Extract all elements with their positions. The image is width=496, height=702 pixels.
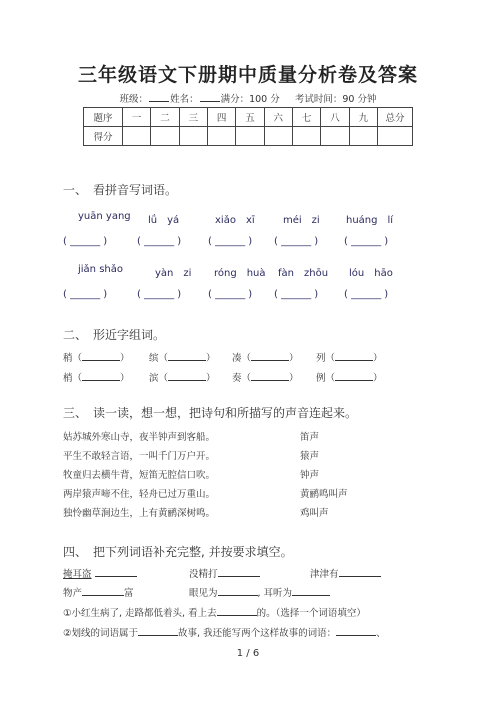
char-pair-item: 梢（ ） (63, 373, 130, 384)
score-header-cell: 题序 (84, 108, 123, 127)
answer-box[interactable]: ( ______ ) (63, 236, 108, 247)
answer-blank[interactable] (339, 567, 381, 577)
sound-option[interactable]: 钟声 (300, 470, 320, 481)
char-pair-item: 列（ ） (316, 353, 383, 364)
poem-line[interactable]: 姑苏城外寒山寺，夜半钟声到客船。 (63, 432, 216, 443)
poem-line[interactable]: 平生不敢轻言语，一叫千门万户开。 (63, 451, 216, 462)
page-title: 三年级语文下册期中质量分析卷及答案 (77, 64, 418, 86)
score-header-cell: 七 (292, 108, 320, 127)
pinyin-1-1: yuān yang (78, 211, 131, 222)
char-pair-item: 缤（ ） (149, 353, 216, 364)
answer-box[interactable]: ( ______ ) (274, 289, 319, 300)
answer-box[interactable]: ( ______ ) (137, 236, 182, 247)
answer-box[interactable]: ( ______ ) (274, 236, 319, 247)
score-cell[interactable] (321, 127, 349, 146)
page-number: 1 / 6 (236, 648, 260, 659)
section-3-title: 三、 读一读，想一想，把诗句和所描写的声音连起来。 (63, 406, 358, 420)
score-table-header-row (84, 108, 413, 127)
char-pair-item: 稍（ ） (63, 353, 130, 364)
pinyin-2-1: jiǎn shǎo (78, 264, 123, 275)
pinyin-2-4: fàn zhōu (278, 268, 329, 279)
answer-box[interactable]: ( ______ ) (137, 289, 182, 300)
sound-option[interactable]: 猿声 (300, 451, 320, 462)
full-score: 满分：100 分 (220, 94, 280, 105)
answer-blank[interactable] (168, 351, 206, 361)
class-label: 班级： (119, 94, 149, 105)
sound-option[interactable]: 鸡叫声 (300, 508, 329, 519)
pinyin-1-3: xiǎo xī (215, 215, 255, 226)
answer-box[interactable]: ( ______ ) (344, 289, 389, 300)
name-blank (200, 92, 220, 102)
char-pair-item: 奏（ ） (232, 373, 299, 384)
answer-blank[interactable] (95, 567, 137, 577)
answer-blank[interactable] (251, 351, 289, 361)
section-2-title: 二、 形近字组词。 (63, 328, 166, 342)
score-cell[interactable] (207, 127, 235, 146)
score-cell[interactable] (179, 127, 207, 146)
pinyin-2-2: yàn zi (155, 268, 192, 279)
exam-time: 考试时间：90 分钟 (294, 94, 377, 105)
char-pair-item: 凑（ ） (232, 353, 299, 364)
score-cell[interactable] (292, 127, 320, 146)
score-header-cell: 四 (207, 108, 235, 127)
answer-blank[interactable] (82, 351, 120, 361)
pinyin-1-4: méi zi (283, 215, 320, 226)
score-table (83, 107, 413, 146)
poem-line[interactable]: 两岸猿声啼不住，轻舟已过万重山。 (63, 489, 216, 500)
score-header-cell: 五 (236, 108, 264, 127)
answer-blank[interactable] (82, 371, 120, 381)
answer-blank[interactable] (251, 371, 289, 381)
answer-box[interactable]: ( ______ ) (63, 289, 108, 300)
answer-blank[interactable] (168, 371, 206, 381)
score-header-cell: 八 (321, 108, 349, 127)
answer-blank[interactable] (218, 586, 258, 596)
answer-blank[interactable] (82, 586, 124, 596)
poem-line[interactable]: 牧童归去横牛背，短笛无腔信口吹。 (63, 470, 216, 481)
name-label: 姓名： (170, 94, 199, 105)
section-1-title: 一、 看拼音写词语。 (63, 183, 178, 197)
answer-box[interactable]: ( ______ ) (208, 289, 253, 300)
idiom-item: 没精打 (189, 566, 260, 580)
score-cell[interactable] (349, 127, 377, 146)
underlined-idiom: 掩耳盗 (63, 569, 92, 580)
answer-box[interactable]: ( ______ ) (344, 236, 389, 247)
answer-box[interactable]: ( ______ ) (208, 236, 253, 247)
score-header-cell: 二 (151, 108, 179, 127)
score-header-cell: 总分 (378, 108, 413, 127)
idiom-item: 眼见为 , 耳听为 (189, 585, 330, 599)
section-4-title: 四、 把下列词语补充完整, 并按要求填空。 (63, 545, 293, 559)
answer-blank[interactable] (335, 351, 373, 361)
score-cell[interactable] (236, 127, 264, 146)
idiom-item (63, 566, 137, 580)
score-row-label: 得分 (84, 127, 123, 146)
pinyin-2-5: lóu hāo (349, 268, 393, 279)
class-blank (149, 92, 169, 102)
sound-option[interactable]: 黄鹂鸣叫声 (300, 489, 348, 500)
sound-option[interactable]: 笛声 (300, 432, 320, 443)
score-cell[interactable] (378, 127, 413, 146)
answer-blank[interactable] (292, 586, 330, 596)
question-1: ①小红生病了, 走路都低着头, 看上去 的。（选择一个词语填空） (63, 608, 366, 619)
answer-blank[interactable] (218, 567, 260, 577)
score-header-cell: 三 (179, 108, 207, 127)
idiom-item: 物产 富 (63, 588, 134, 599)
score-table-score-row (84, 127, 413, 146)
answer-blank[interactable] (335, 371, 373, 381)
pinyin-1-2: lǘ yá (148, 215, 180, 226)
score-cell[interactable] (151, 127, 179, 146)
exam-info-line (0, 91, 496, 105)
score-header-cell: 六 (264, 108, 292, 127)
answer-blank[interactable] (217, 606, 257, 616)
char-pair-item: 例（ ） (316, 373, 383, 384)
char-pair-item: 滨（ ） (149, 373, 216, 384)
poem-line[interactable]: 独怜幽草涧边生，上有黄鹂深树鸣。 (63, 508, 216, 519)
pinyin-2-3: róng huà (214, 268, 266, 279)
score-header-cell: 一 (123, 108, 151, 127)
question-2: ②划线的词语属于 故事, 我还能写两个这样故事的词语： 、 (63, 628, 386, 639)
answer-blank[interactable] (336, 626, 376, 636)
score-header-cell: 九 (349, 108, 377, 127)
score-cell[interactable] (264, 127, 292, 146)
idiom-item: 津津有 (310, 566, 381, 580)
score-cell[interactable] (123, 127, 151, 146)
answer-blank[interactable] (138, 626, 178, 636)
pinyin-1-5: huáng lí (346, 215, 394, 226)
